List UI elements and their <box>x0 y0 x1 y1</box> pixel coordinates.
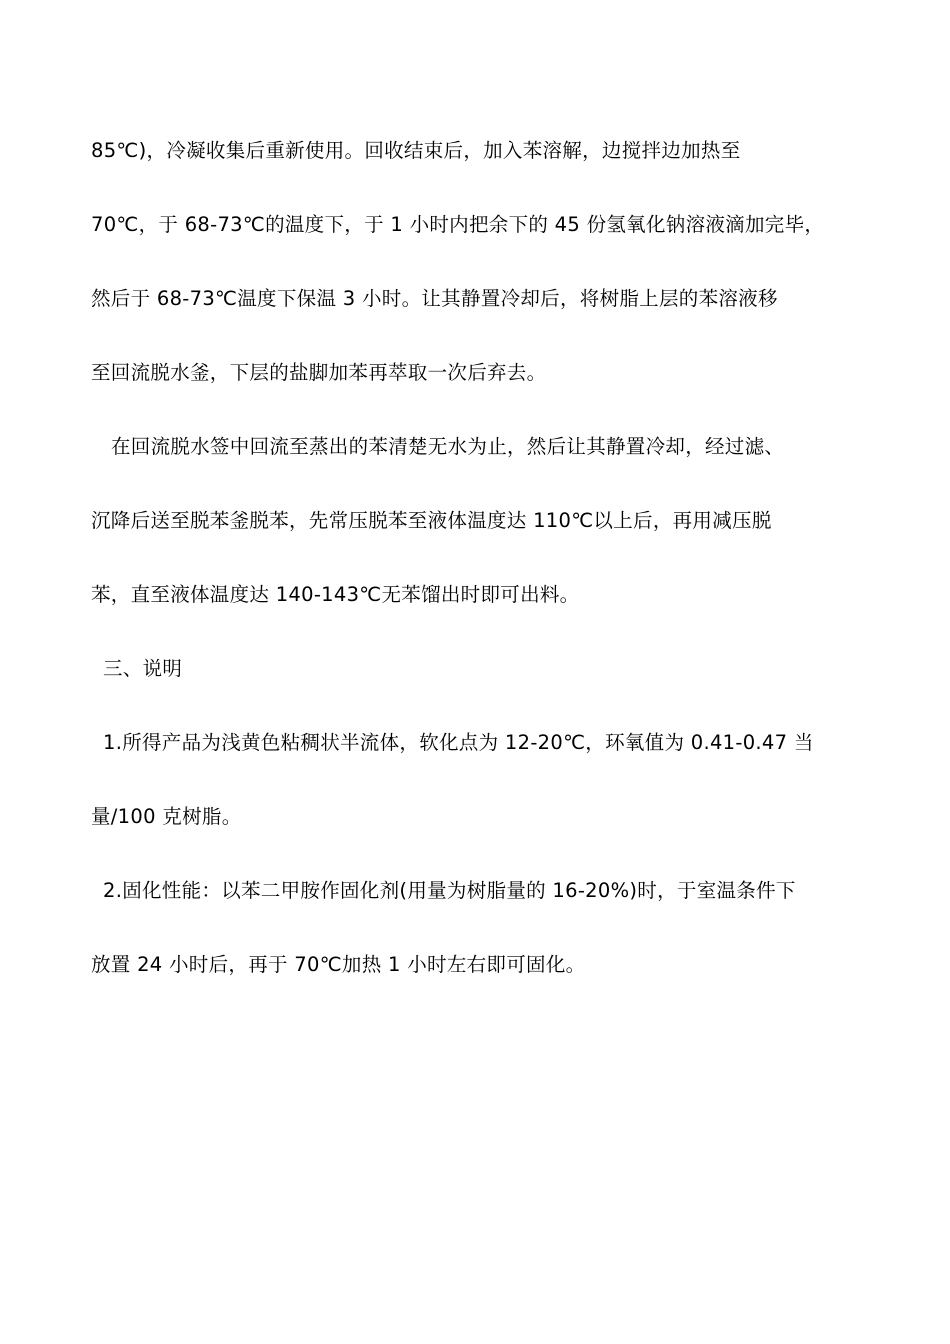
list-item-line: 2.固化性能：以苯二甲胺作固化剂(用量为树脂量的 16-20%)时，于室温条件下 <box>103 879 796 902</box>
paragraph-line: 沉降后送至脱苯釜脱苯，先常压脱苯至液体温度达 110℃以上后，再用减压脱 <box>91 509 772 532</box>
paragraph-line: 70℃，于 68-73℃的温度下，于 1 小时内把余下的 45 份氢氧化钠溶液滴加完毕， <box>91 213 825 236</box>
list-item-line: 1.所得产品为浅黄色粘稠状半流体，软化点为 12-20℃，环氧值为 0.41-0.47 当 <box>103 731 814 754</box>
paragraph-line: 至回流脱水釜，下层的盐脚加苯再萃取一次后弃去。 <box>91 361 547 384</box>
list-item-line: 放置 24 小时后，再于 70℃加热 1 小时左右即可固化。 <box>91 953 586 976</box>
list-item-line: 量/100 克树脂。 <box>91 805 242 828</box>
paragraph-line: 苯，直至液体温度达 140-143℃无苯馏出时即可出料。 <box>91 583 580 606</box>
paragraph-line: 85℃)，冷凝收集后重新使用。回收结束后，加入苯溶解，边搅拌边加热至 <box>91 139 741 162</box>
paragraph-line: 然后于 68-73℃温度下保温 3 小时。让其静置冷却后，将树脂上层的苯溶液移 <box>91 287 778 310</box>
section-heading: 三、说明 <box>103 657 183 680</box>
paragraph-line: 在回流脱水签中回流至蒸出的苯清楚无水为止，然后让其静置冷却，经过滤、 <box>111 435 785 458</box>
